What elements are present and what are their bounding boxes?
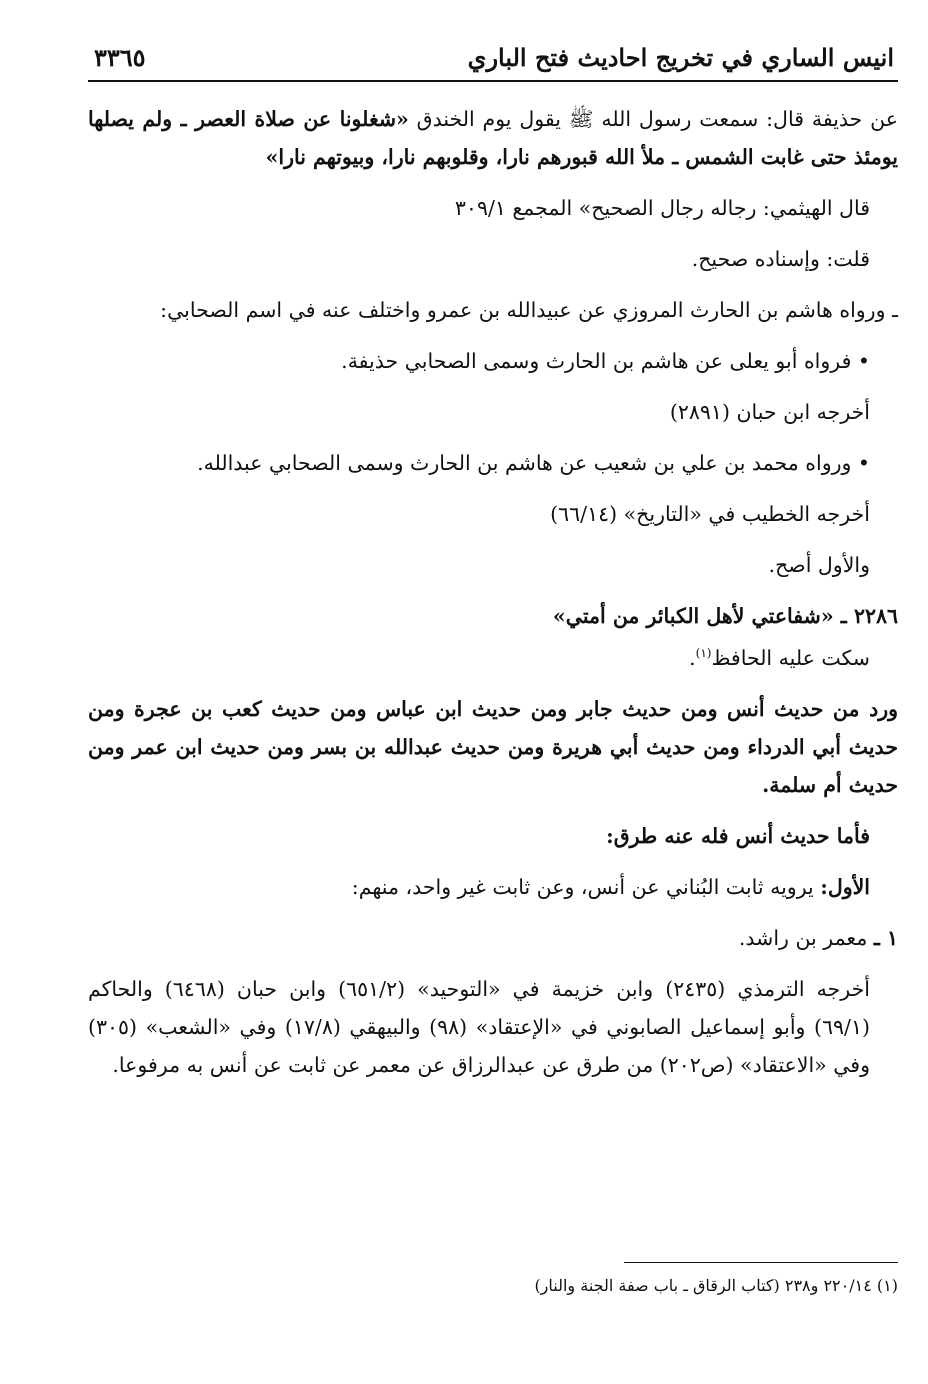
footnote-reference[interactable]: (١)	[695, 646, 712, 661]
first-route-text: يرويه ثابت البُناني عن أنس، وعن ثابت غير واحد، منهم:	[351, 875, 821, 899]
book-title: انيس الساري في تخريج احاديث فتح الباري	[467, 43, 894, 72]
numbered-item	[88, 919, 898, 957]
item-number: ١ ـ	[873, 926, 898, 950]
takhrij-line: أخرجه ابن حبان (٢٨٩١)	[669, 400, 870, 424]
page-number: ٣٣٦٥	[94, 43, 146, 72]
hadith-heading: ٢٢٨٦ ـ «شفاعتي لأهل الكبائر من أمتي»	[552, 604, 898, 628]
hafiz-note-end: .	[689, 646, 696, 670]
first-route	[88, 868, 898, 906]
takhrij-line: أخرجه الخطيب في «التاريخ» (٦٦/١٤)	[550, 502, 870, 526]
first-route-label: الأول:	[820, 875, 870, 899]
footnote-divider	[624, 1262, 898, 1263]
takhrij-paragraph: أخرجه الترمذي (٢٤٣٥) وابن خزيمة في «التوحيد» (٦٥١/٢) وابن حبان (٦٤٦٨) والحاكم (٦٩/١) وأبو إسماعيل الصابوني في «الإعتقاد» (٩٨) والبيهقي (١٧/٨) وفي «الشعب» (٣٠٥) وفي «الاعتقاد» (ص٢٠٢) من طرق عن عبدالرزاق عن معمر عن ثابت عن أنس به مرفوعا.	[88, 977, 870, 1077]
bullet-item: • ورواه محمد بن علي بن شعيب عن هاشم بن الحارث وسمى الصحابي عبدالله.	[197, 451, 870, 475]
footnote-number: (١)	[876, 1276, 898, 1295]
hadith-quote: «شغلونا عن صلاة العصر ـ ولم يصلها يومئذ حتى غابت الشمس ـ ملأ الله قبورهم نارا، وقلوبهم نارا، وبيوتهم نارا»	[88, 107, 898, 169]
main-text	[88, 100, 898, 1097]
anas-heading: فأما حديث أنس فله عنه طرق:	[606, 824, 870, 848]
narrations-paragraph: ورد من حديث أنس ومن حديث جابر ومن حديث ابن عباس ومن حديث كعب بن عجرة ومن حديث أبي الدرداء ومن حديث أبي هريرة ومن حديث عبدالله بن بسر ومن حديث ابن عمر ومن حديث أم سلمة.	[88, 697, 898, 797]
hafiz-note-text: سكت عليه الحافظ	[711, 646, 870, 670]
footnote	[88, 1272, 898, 1300]
running-header	[88, 40, 898, 82]
paragraph-hudhayfa	[88, 100, 898, 176]
conclusion-line: والأول أصح.	[768, 553, 870, 577]
footnote-text: ٢٢٠/١٤ و٢٣٨ (كتاب الرقاق ـ باب صفة الجنة والنار)	[534, 1276, 872, 1295]
haythami-note: قال الهيثمي: رجاله رجال الصحيح» المجمع ٣٠٩/١	[454, 196, 870, 220]
item-text: معمر بن راشد.	[738, 926, 874, 950]
hafiz-note	[88, 639, 898, 677]
paragraph-text: عن حذيفة قال: سمعت رسول الله ﷺ يقول يوم الخندق	[408, 107, 898, 131]
bullet-item: • فرواه أبو يعلى عن هاشم بن الحارث وسمى الصحابي حذيفة.	[341, 349, 870, 373]
paragraph-hashim: ـ ورواه هاشم بن الحارث المروزي عن عبيدالله بن عمرو واختلف عنه في اسم الصحابي:	[160, 298, 898, 322]
isnad-note: قلت: وإسناده صحيح.	[691, 247, 870, 271]
